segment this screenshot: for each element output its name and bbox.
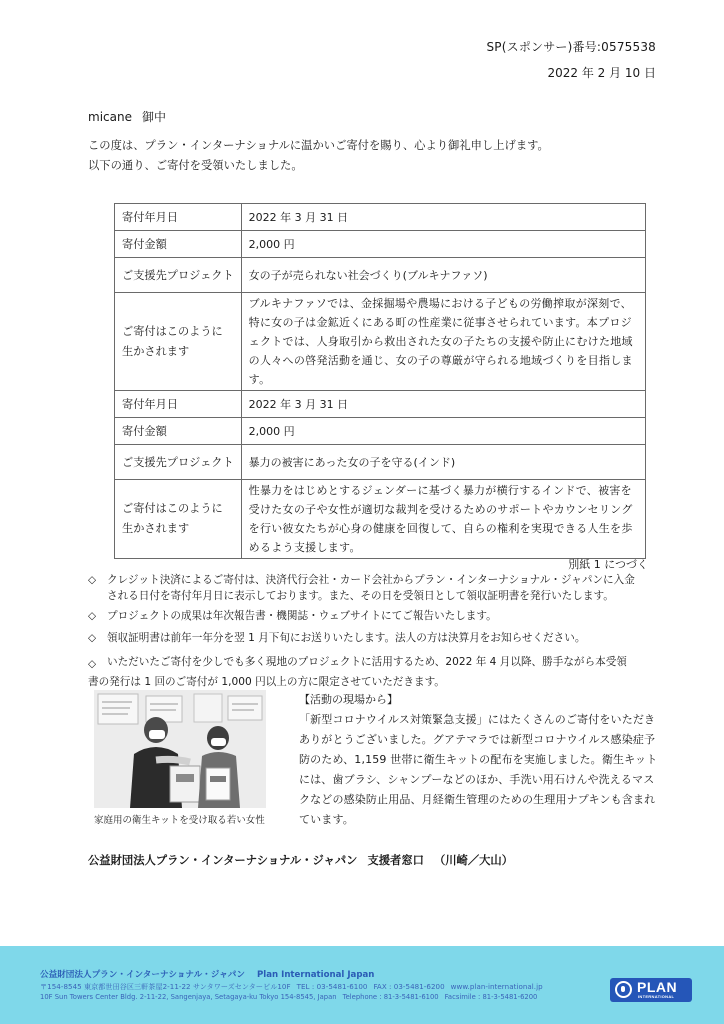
fax-en: Facsimile : 81-3-5481-6200 xyxy=(444,993,538,1001)
plan-international-logo xyxy=(610,978,692,1002)
diamond-bullet-icon: ◇ xyxy=(88,574,97,586)
tel-en: Telephone : 81-3-5481-6100 xyxy=(342,993,439,1001)
contact-desk: 支援者窓口 xyxy=(367,854,424,867)
footer-org-jp: 公益財団法人プラン・インターナショナル・ジャパン xyxy=(40,970,245,980)
donation-date: 2022 年 3 月 31 日 xyxy=(241,204,645,231)
logo-sub: INTERNATIONAL xyxy=(638,994,675,999)
donation-amount: 2,000 円 xyxy=(241,418,645,445)
usage-label xyxy=(115,480,242,559)
hygiene-kit-photo-illustration xyxy=(94,690,266,808)
note-item xyxy=(88,652,660,692)
note-item xyxy=(88,608,660,624)
note-text: 領収証明書は前年一年分を翌 1 月下旬にお送りいたします。法人の方は決算月をお知らせください。 xyxy=(107,632,586,644)
intro-line-1: この度は、プラン・インターナショナルに温かいご寄付を賜り、心より御礼申し上げます。 xyxy=(88,139,549,152)
note-text: される日付を寄付年月日に表示しております。また、その日を受領日として領収証明書を発行いたします。 xyxy=(107,590,614,602)
footer-address-jp xyxy=(40,982,549,992)
activity-body: 「新型コロナウイルス対策緊急支援」にはたくさんのご寄付をいただきありがとうございました。グアテマラでは新型コロナウイルス感染症予防のため、1,159 世帯に衛生キットの配布を実施しました。衛生キットには、歯ブラシ、シャンプーなどのほか、手洗い用石けんや洗えるマスクなどの感染防止用品、月経衛生管理のための生理用ナプキンも含まれています。 xyxy=(299,713,658,826)
usage-label-line-2: 生かされます xyxy=(122,344,190,358)
project-name: 暴力の被害にあった女の子を守る(インド) xyxy=(241,445,645,480)
amount-label: 寄付金額 xyxy=(115,231,242,258)
usage-label-line-1: ご寄付はこのように xyxy=(122,324,223,338)
note-text: クレジット決済によるご寄付は、決済代行会社・カード会社からプラン・インターナショナル・ジャパンに入金 xyxy=(107,574,635,586)
activity-report xyxy=(299,690,664,830)
table-row xyxy=(115,445,646,480)
note-text: プロジェクトの成果は年次報告書・機関誌・ウェブサイトにてご報告いたします。 xyxy=(107,610,497,622)
address-jp: 〒154-8545 東京都世田谷区三軒茶屋2-11-22 サンタワーズセンタービル10F xyxy=(40,982,291,991)
activity-title: 【活動の現場から】 xyxy=(299,693,398,706)
date-label: 寄付年月日 xyxy=(115,204,242,231)
note-text: いただいたご寄付を少しでも多く現地のプロジェクトに活用するため、2022 年 4 月以降、勝手ながら本受領 xyxy=(107,656,627,668)
table-row xyxy=(115,231,646,258)
recipient xyxy=(88,108,166,125)
donation-table-1 xyxy=(114,203,646,391)
table-row xyxy=(115,418,646,445)
footer-band xyxy=(0,946,724,1024)
project-description: 性暴力をはじめとするジェンダーに基づく暴力が横行するインドで、被害を受けた女の子や女性が適切な裁判を受けるためのサポートやカウンセリングを行い彼女たちが心身の健康を回復して、自らの権利を実現できる人生を歩めるよう支援します。 xyxy=(241,480,645,559)
plan-globe-icon xyxy=(615,981,632,998)
donation-amount: 2,000 円 xyxy=(241,231,645,258)
intro-message xyxy=(88,136,549,176)
diamond-bullet-icon: ◇ xyxy=(88,610,97,622)
notes-list xyxy=(88,572,660,696)
diamond-bullet-icon: ◇ xyxy=(88,632,97,644)
logo-word: PLAN xyxy=(637,979,678,995)
usage-label-line-2: 生かされます xyxy=(122,522,190,535)
table-row xyxy=(115,258,646,293)
donation-table-2 xyxy=(114,390,646,559)
intro-line-2: 以下の通り、ご寄付を受領いたしました。 xyxy=(88,159,303,172)
address-en: 10F Sun Towers Center Bldg. 2-11-22, Sangenjaya, Setagaya-ku Tokyo 154-8545, Japan xyxy=(40,993,337,1001)
project-name: 女の子が売られない社会づくり(ブルキナファソ) xyxy=(241,258,645,293)
fax-jp: FAX : 03-5481-6200 xyxy=(373,982,445,991)
amount-label: 寄付金額 xyxy=(115,418,242,445)
website-link[interactable]: www.plan-international.jp xyxy=(450,982,543,991)
diamond-bullet-icon: ◇ xyxy=(88,658,97,670)
photo-caption: 家庭用の衛生キットを受け取る若い女性 xyxy=(94,815,265,826)
recipient-honorific: 御中 xyxy=(141,110,166,124)
donation-date: 2022 年 3 月 31 日 xyxy=(241,391,645,418)
note-item xyxy=(88,630,660,646)
table-row xyxy=(115,293,646,391)
project-label: ご支援先プロジェクト xyxy=(115,445,242,480)
project-description: ブルキナファソでは、金採掘場や農場における子どもの労働搾取が深刻で、特に女の子は金鉱近くにある町の性産業に従事させられています。本プロジェクトでは、人身取引から救出された女の子たちの支援や防止にむけた地域の人々への啓発活動を通じ、女の子の尊厳が守られる地域づくりを目指します。 xyxy=(241,293,645,391)
tel-jp: TEL : 03-5481-6100 xyxy=(296,982,368,991)
continued-note: 別紙 1 につづく xyxy=(568,558,648,571)
contact-org: 公益財団法人プラン・インターナショナル・ジャパン xyxy=(88,854,358,867)
note-text: 書の発行は 1 回のご寄付が 1,000 円以上の方に限定させていただきます。 xyxy=(88,676,445,688)
note-item xyxy=(88,572,660,604)
issue-date: 2022 年 2 月 10 日 xyxy=(547,66,656,80)
project-label: ご支援先プロジェクト xyxy=(115,258,242,293)
contact-staff: （川崎／大山） xyxy=(433,854,514,867)
footer-org xyxy=(40,968,374,980)
table-row xyxy=(115,204,646,231)
sponsor-number: SP(スポンサー)番号:0575538 xyxy=(486,40,656,54)
date-label: 寄付年月日 xyxy=(115,391,242,418)
activity-photo xyxy=(94,690,266,808)
footer-org-en: Plan International Japan xyxy=(256,970,375,980)
table-row xyxy=(115,480,646,559)
contact-info xyxy=(88,852,523,868)
usage-label xyxy=(115,293,242,391)
footer-address-en xyxy=(40,993,543,1001)
table-row xyxy=(115,391,646,418)
recipient-name: micane xyxy=(88,110,132,124)
usage-label-line-1: ご寄付はこのように xyxy=(122,502,223,515)
